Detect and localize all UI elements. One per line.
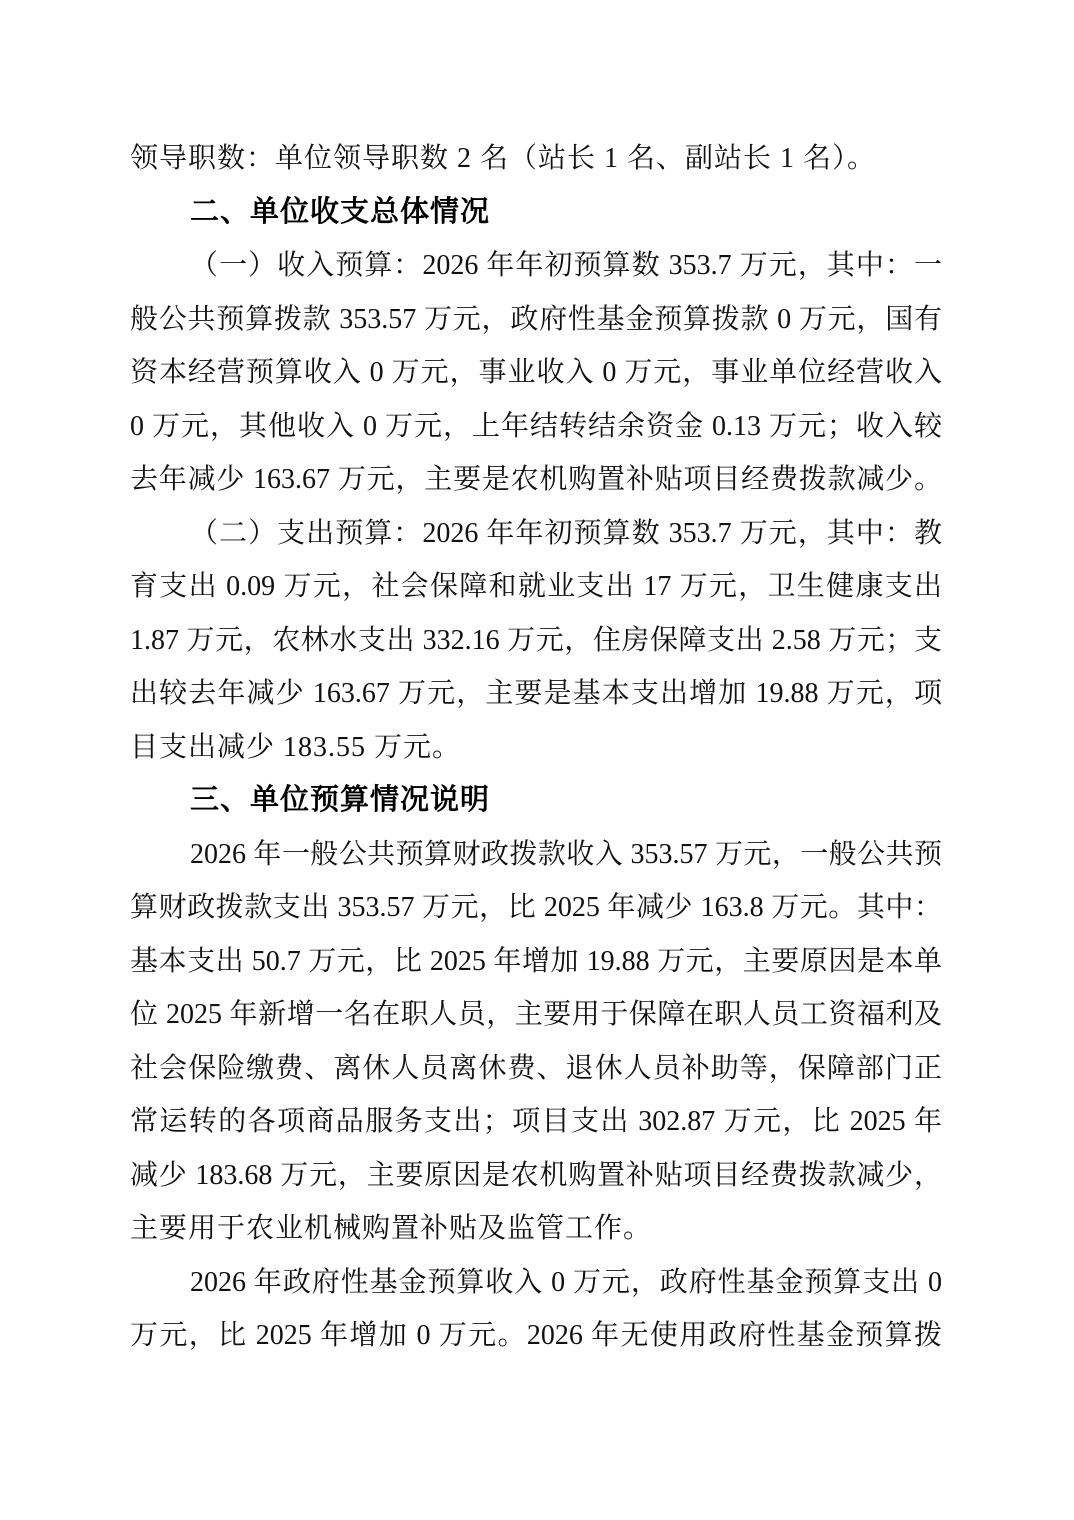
page-content [130,132,942,1363]
doc-line: 算财政拨款支出 353.57 万元，比 2025 年减少 163.8 万元。其中： [130,892,942,923]
doc-line: 1.87 万元，农林水支出 332.16 万元，住房保障支出 2.58 万元；支 [130,624,942,656]
doc-line: 位 2025 年新增一名在职人员，主要用于保障在职人员工资福利及 [130,999,942,1030]
doc-line: 万元，比 2025 年增加 0 万元。2026 年无使用政府性基金预算拨 [130,1320,942,1351]
doc-line: 资本经营预算收入 0 万元，事业收入 0 万元，事业单位经营收入 [130,357,942,388]
section-2-heading: 二、单位收支总体情况 [190,195,491,228]
doc-line: 减少 183.68 万元，主要原因是农机购置补贴项目经费拨款减少， [130,1159,942,1191]
doc-line: 2026 年政府性基金预算收入 0 万元，政府性基金预算支出 0 [190,1266,942,1298]
doc-line: 目支出减少 183.55 万元。 [130,731,462,763]
doc-line: 0 万元，其他收入 0 万元，上年结转结余资金 0.13 万元；收入较 [130,410,942,442]
doc-line: 般公共预算拨款 353.57 万元，政府性基金预算拨款 0 万元，国有 [130,303,942,335]
doc-line: 2026 年一般公共预算财政拨款收入 353.57 万元，一般公共预 [190,838,942,870]
doc-line: 去年减少 163.67 万元，主要是农机购置补贴项目经费拨款减少。 [130,464,942,495]
doc-line: 常运转的各项商品服务支出；项目支出 302.87 万元，比 2025 年 [130,1106,942,1137]
doc-line: 育支出 0.09 万元，社会保障和就业支出 17 万元，卫生健康支出 [130,571,942,602]
doc-line-leadership-positions: 领导职数：单位领导职数 2 名（站长 1 名、副站长 1 名）。 [130,143,877,174]
doc-line: 出较去年减少 163.67 万元，主要是基本支出增加 19.88 万元，项 [130,678,942,709]
doc-line: （二）支出预算：2026 年年初预算数 353.7 万元，其中：教 [190,517,942,549]
doc-line: 社会保险缴费、离休人员离休费、退休人员补助等，保障部门正 [130,1052,942,1084]
doc-line: （一）收入预算：2026 年年初预算数 353.7 万元，其中：一 [190,250,942,281]
section-3-heading: 三、单位预算情况说明 [190,784,491,816]
doc-line: 基本支出 50.7 万元，比 2025 年增加 19.88 万元，主要原因是本单 [130,945,942,977]
doc-line: 主要用于农业机械购置补贴及监管工作。 [130,1213,653,1244]
